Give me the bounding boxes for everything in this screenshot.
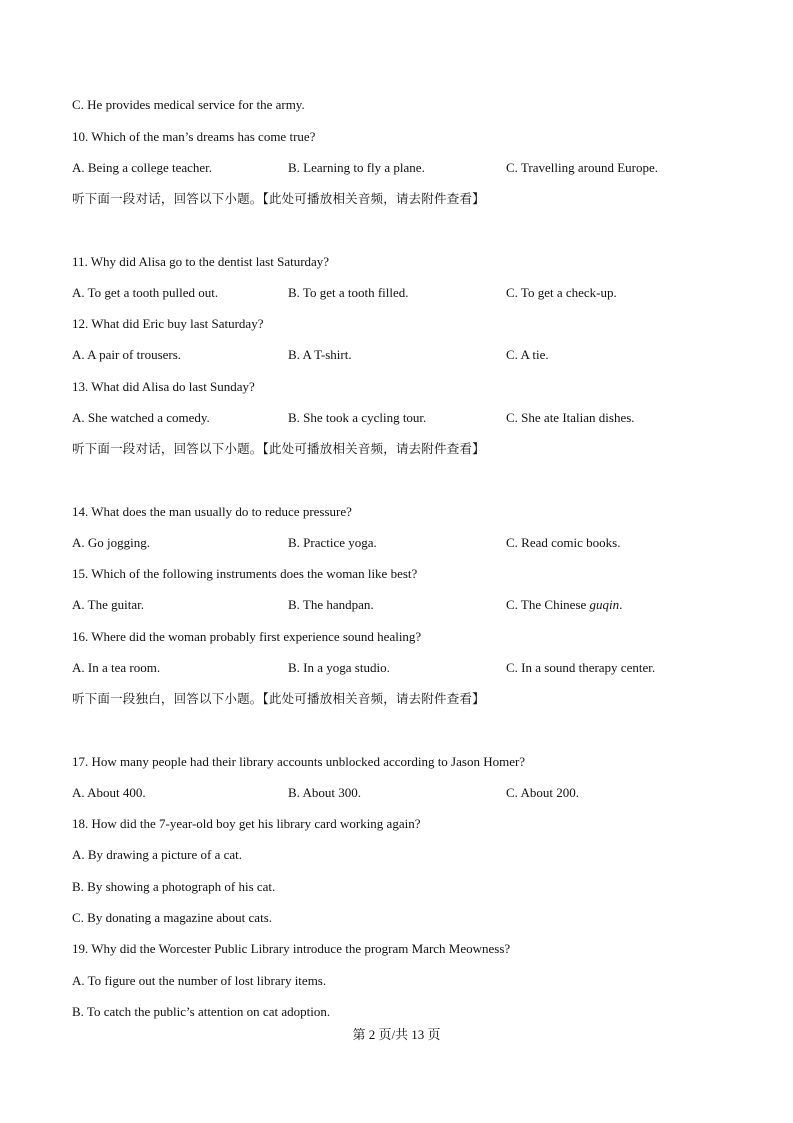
q13-option-c: C. She ate Italian dishes. xyxy=(506,410,635,425)
q18-option-b: B. By showing a photograph of his cat. xyxy=(72,879,276,894)
q15-option-c-text: C. The Chinese xyxy=(506,597,590,612)
question-10: 10. Which of the man’s dreams has come true? xyxy=(72,129,316,144)
q12-option-a: A. A pair of trousers. xyxy=(72,347,182,362)
q16-option-a: A. In a tea room. xyxy=(72,660,161,675)
question-11: 11. Why did Alisa go to the dentist last Saturday? xyxy=(72,254,330,269)
question-19: 19. Why did the Worcester Public Library introduce the program March Meowness? xyxy=(72,941,511,956)
q15-option-b: B. The handpan. xyxy=(288,597,374,612)
q10-option-a: A. Being a college teacher. xyxy=(72,160,213,175)
q10-option-b: B. Learning to fly a plane. xyxy=(288,160,425,175)
q17-option-a: A. About 400. xyxy=(72,785,146,800)
question-13: 13. What did Alisa do last Sunday? xyxy=(72,379,255,394)
q12-option-c: C. A tie. xyxy=(506,347,549,362)
q11-option-b: B. To get a tooth filled. xyxy=(288,285,409,300)
page-number: 第 2 页/共 13 页 xyxy=(352,1027,441,1042)
q18-option-a: A. By drawing a picture of a cat. xyxy=(72,847,243,862)
q17-option-b: B. About 300. xyxy=(288,785,361,800)
question-17: 17. How many people had their library accounts unblocked according to Jason Homer? xyxy=(72,754,526,769)
q15-option-a: A. The guitar. xyxy=(72,597,144,612)
q15-option-c xyxy=(506,597,622,613)
question-12: 12. What did Eric buy last Saturday? xyxy=(72,316,264,331)
audio-instruction-2: 听下面一段对话，回答以下小题。【此处可播放相关音频，请去附件查看】 xyxy=(72,441,485,456)
q15-option-c-end: . xyxy=(619,597,623,612)
q10-option-c: C. Travelling around Europe. xyxy=(506,160,659,175)
question-18: 18. How did the 7-year-old boy get his library card working again? xyxy=(72,816,421,831)
audio-instruction-1: 听下面一段对话，回答以下小题。【此处可播放相关音频，请去附件查看】 xyxy=(72,191,485,206)
q19-option-a: A. To figure out the number of lost library items. xyxy=(72,973,327,988)
q16-option-c: C. In a sound therapy center. xyxy=(506,660,656,675)
q12-option-b: B. A T-shirt. xyxy=(288,347,352,362)
q14-option-c: C. Read comic books. xyxy=(506,535,621,550)
q14-option-b: B. Practice yoga. xyxy=(288,535,377,550)
question-16: 16. Where did the woman probably first experience sound healing? xyxy=(72,629,422,644)
q11-option-a: A. To get a tooth pulled out. xyxy=(72,285,219,300)
q13-option-b: B. She took a cycling tour. xyxy=(288,410,427,425)
q18-option-c: C. By donating a magazine about cats. xyxy=(72,910,273,925)
q11-option-c: C. To get a check-up. xyxy=(506,285,617,300)
question-14: 14. What does the man usually do to reduce pressure? xyxy=(72,504,352,519)
audio-instruction-3: 听下面一段独白，回答以下小题。【此处可播放相关音频，请去附件查看】 xyxy=(72,691,485,706)
q19-option-b: B. To catch the public’s attention on cat adoption. xyxy=(72,1004,331,1019)
q16-option-b: B. In a yoga studio. xyxy=(288,660,390,675)
q13-option-a: A. She watched a comedy. xyxy=(72,410,210,425)
q15-option-c-italic: guqin xyxy=(589,597,620,612)
q14-option-a: A. Go jogging. xyxy=(72,535,150,550)
question-15: 15. Which of the following instruments does the woman like best? xyxy=(72,566,418,581)
q9-option-c: C. He provides medical service for the army. xyxy=(72,97,305,112)
q17-option-c: C. About 200. xyxy=(506,785,579,800)
